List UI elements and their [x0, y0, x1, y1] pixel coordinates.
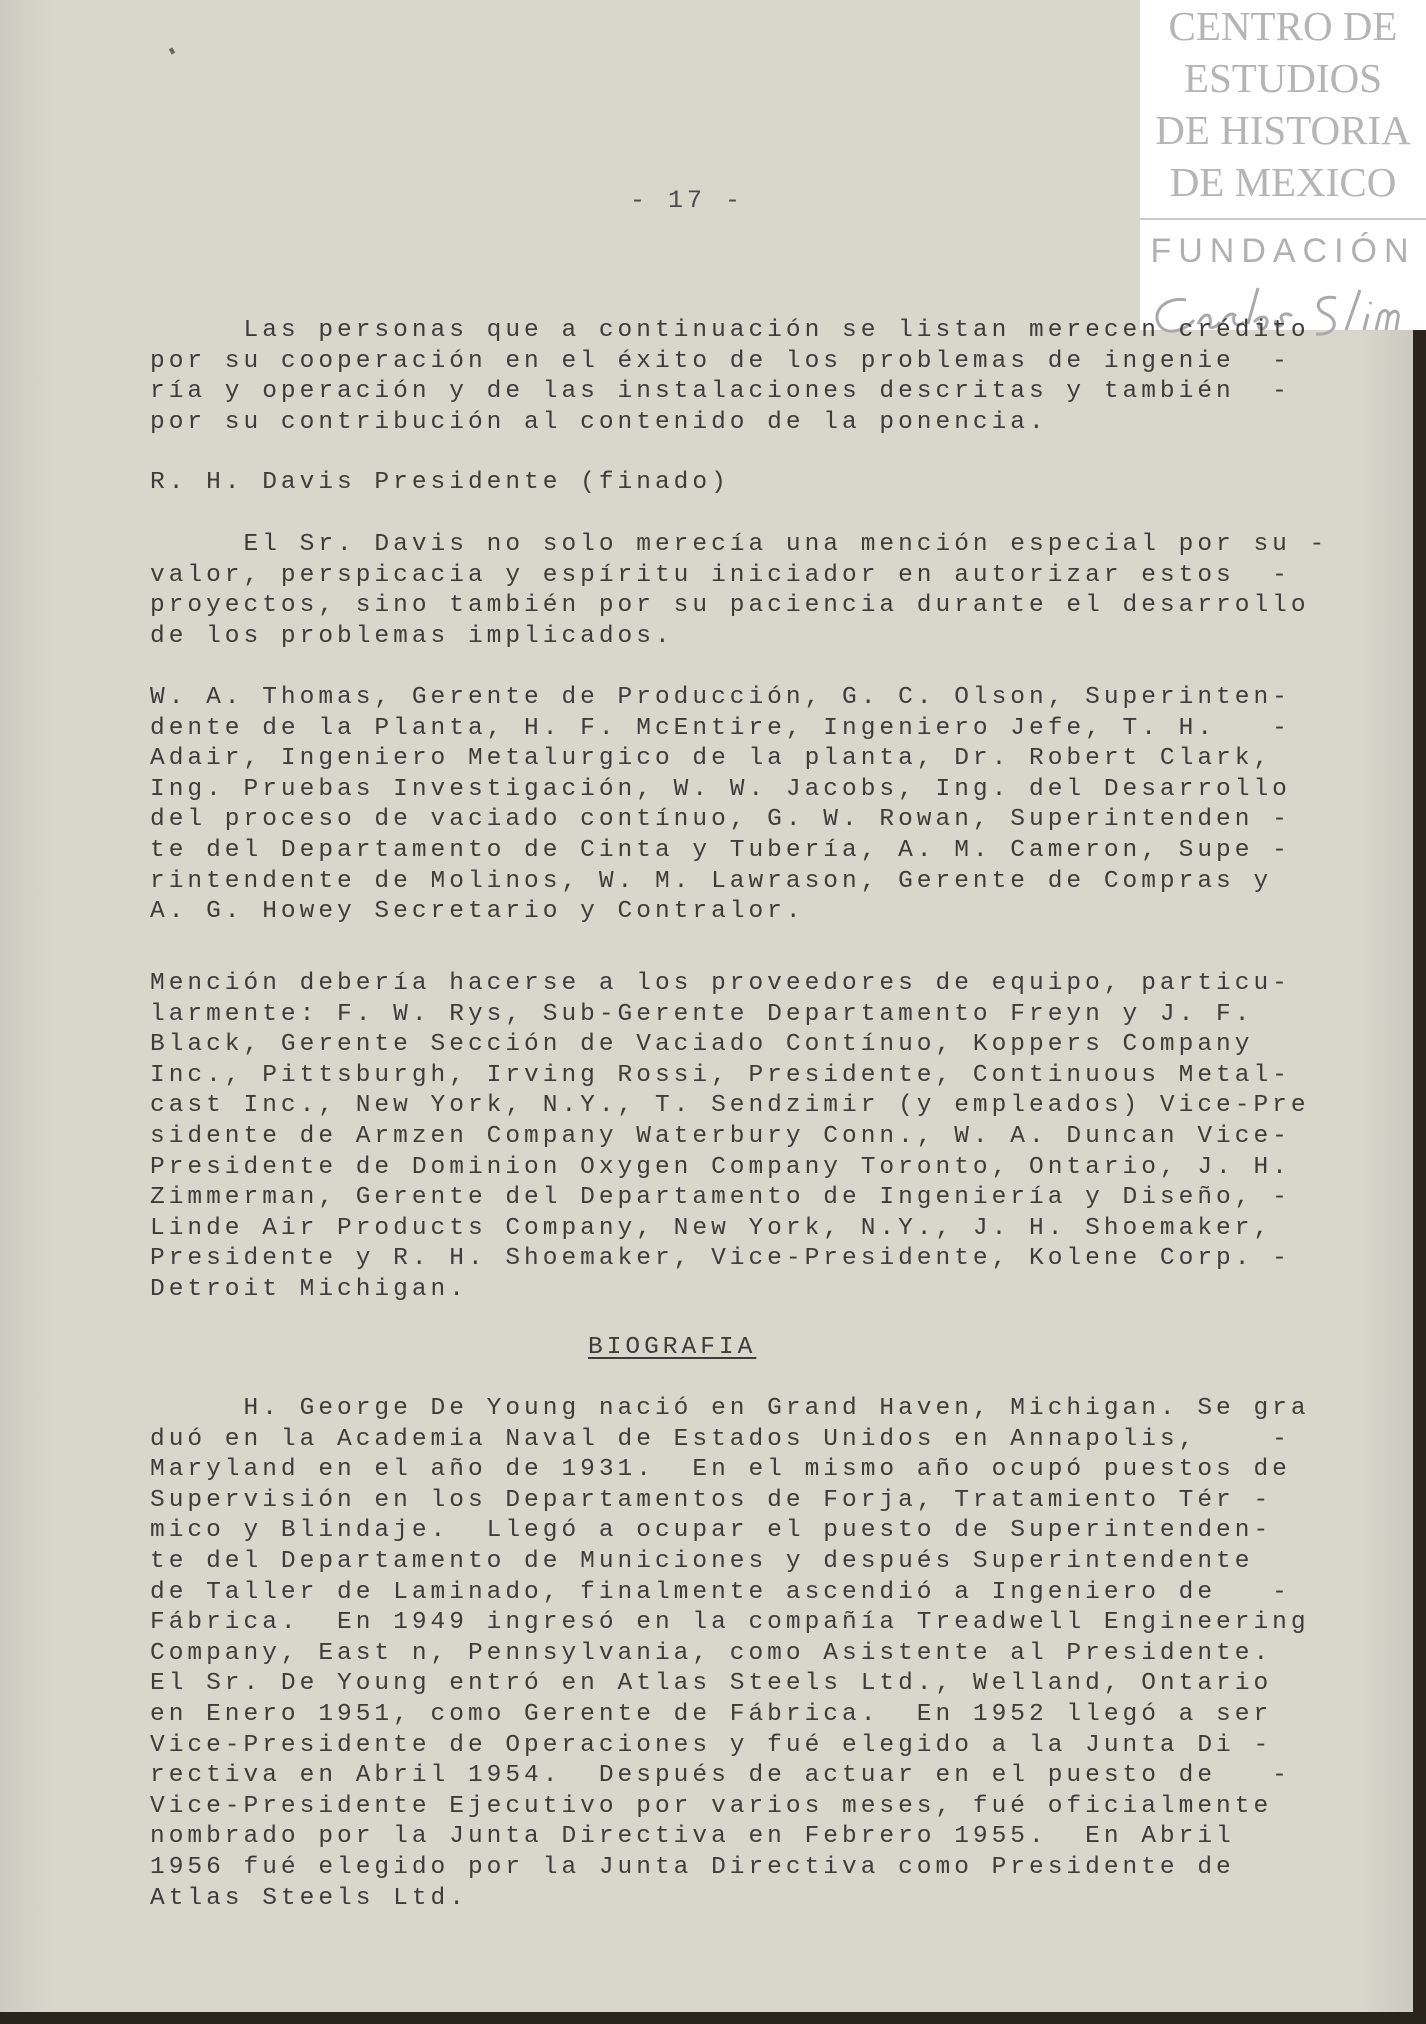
text-line: 1956 fué elegido por la Junta Directiva como Presidente de	[150, 1853, 1235, 1881]
text-line: Linde Air Products Company, New York, N.Y., J. H. Shoemaker,	[150, 1214, 1273, 1242]
stamp-line-2: ESTUDIOS	[1183, 55, 1383, 101]
text-line: H. George De Young nació en Grand Haven, Michigan. Se gra	[150, 1395, 1310, 1422]
text-line: El Sr. Davis no solo merecía una mención especial por su -	[150, 531, 1329, 558]
stamp-divider	[1140, 218, 1426, 220]
ink-mark	[169, 47, 175, 54]
text-line: dente de la Planta, H. F. McEntire, Ingeniero Jefe, T. H. -	[150, 714, 1291, 742]
text-line: Fábrica. En 1949 ingresó en la compañía Treadwell Engineering	[150, 1609, 1310, 1637]
text-line: R. H. Davis Presidente (finado)	[150, 469, 730, 496]
text-line: Maryland en el año de 1931. En el mismo año ocupó puestos de	[150, 1456, 1291, 1484]
text-line: del proceso de vaciado contínuo, G. W. Rowan, Superintenden -	[150, 806, 1291, 834]
stamp-line-3: DE HISTORIA	[1155, 107, 1411, 153]
paragraph-davis-heading	[150, 468, 1300, 499]
text-line: Ing. Pruebas Investigación, W. W. Jacobs, Ing. del Desarrollo	[150, 775, 1291, 803]
paragraph-acknowledgements	[150, 316, 1310, 438]
text-line: rectiva en Abril 1954. Después de actuar en el puesto de -	[150, 1762, 1291, 1790]
paragraph-davis	[150, 530, 1329, 652]
paragraph-staff	[150, 683, 1300, 928]
paragraph-biography	[150, 1394, 1310, 1914]
text-line: Detroit Michigan.	[150, 1275, 468, 1303]
text-line: ría y operación y de las instalaciones descritas y también -	[150, 378, 1291, 406]
stamp-line-4: DE MEXICO	[1169, 159, 1397, 205]
text-line: Presidente de Dominion Oxygen Company Toronto, Ontario, J. H.	[150, 1153, 1291, 1181]
stamp-foundation: FUNDACIÓN	[1150, 232, 1416, 270]
archive-stamp	[1140, 0, 1426, 330]
text-line: Atlas Steels Ltd.	[150, 1884, 468, 1912]
text-line: duó en la Academia Naval de Estados Unidos en Annapolis, -	[150, 1425, 1291, 1453]
text-line: Las personas que a continuación se listan merecen crédito	[150, 317, 1310, 344]
text-line: sidente de Armzen Company Waterbury Conn., W. A. Duncan Vice-	[150, 1122, 1291, 1150]
text-line: nombrado por la Junta Directiva en Febrero 1955. En Abril	[150, 1823, 1235, 1851]
text-line: larmente: F. W. Rys, Sub-Gerente Departamento Freyn y J. F.	[150, 1000, 1254, 1028]
text-line: Company, East n, Pennsylvania, como Asistente al Presidente.	[150, 1639, 1273, 1667]
text-line: por su contribución al contenido de la ponencia.	[150, 408, 1048, 436]
text-line: valor, perspicacia y espíritu iniciador en autorizar estos -	[150, 561, 1291, 589]
text-line: te del Departamento de Municiones y después Superintendente	[150, 1547, 1254, 1575]
text-line: de Taller de Laminado, finalmente ascendió a Ingeniero de -	[150, 1578, 1291, 1606]
text-line: proyectos, sino también por su paciencia durante el desarrollo	[150, 592, 1310, 620]
section-heading-biografia: BIOGRAFIA	[588, 1334, 757, 1361]
text-line: de los problemas implicados.	[150, 622, 674, 650]
text-line: Supervisión en los Departamentos de Forja, Tratamiento Tér -	[150, 1486, 1273, 1514]
text-line: rintendente de Molinos, W. M. Lawrason, Gerente de Compras y	[150, 867, 1273, 895]
page-number: - 17 -	[630, 186, 745, 215]
text-line: Vice-Presidente Ejecutivo por varios meses, fué oficialmente	[150, 1792, 1273, 1820]
text-line: Adair, Ingeniero Metalurgico de la planta, Dr. Robert Clark,	[150, 745, 1273, 773]
text-line: W. A. Thomas, Gerente de Producción, G. C. Olson, Superinten-	[150, 684, 1291, 711]
text-line: Inc., Pittsburgh, Irving Rossi, Presidente, Continuous Metal-	[150, 1061, 1291, 1089]
text-line: por su cooperación en el éxito de los problemas de ingenie -	[150, 347, 1291, 375]
text-line: Vice-Presidente de Operaciones y fué elegido a la Junta Di -	[150, 1731, 1273, 1759]
text-line: te del Departamento de Cinta y Tubería, A. M. Cameron, Supe -	[150, 836, 1291, 864]
stamp-line-1: CENTRO DE	[1168, 3, 1398, 49]
text-line: Mención debería hacerse a los proveedores de equipo, particu-	[150, 970, 1291, 997]
text-line: Zimmerman, Gerente del Departamento de Ingeniería y Diseño, -	[150, 1184, 1291, 1212]
text-line: A. G. Howey Secretario y Contralor.	[150, 898, 805, 926]
paragraph-suppliers	[150, 969, 1310, 1306]
text-line: cast Inc., New York, N.Y., T. Sendzimir (y empleados) Vice-Pre	[150, 1092, 1310, 1120]
text-line: Presidente y R. H. Shoemaker, Vice-Presidente, Kolene Corp. -	[150, 1245, 1291, 1273]
text-line: mico y Blindaje. Llegó a ocupar el puesto de Superintenden-	[150, 1517, 1273, 1545]
text-line: El Sr. De Young entró en Atlas Steels Ltd., Welland, Ontario	[150, 1670, 1273, 1698]
text-line: Black, Gerente Sección de Vaciado Contínuo, Koppers Company	[150, 1031, 1254, 1059]
text-line: en Enero 1951, como Gerente de Fábrica. En 1952 llegó a ser	[150, 1700, 1273, 1728]
